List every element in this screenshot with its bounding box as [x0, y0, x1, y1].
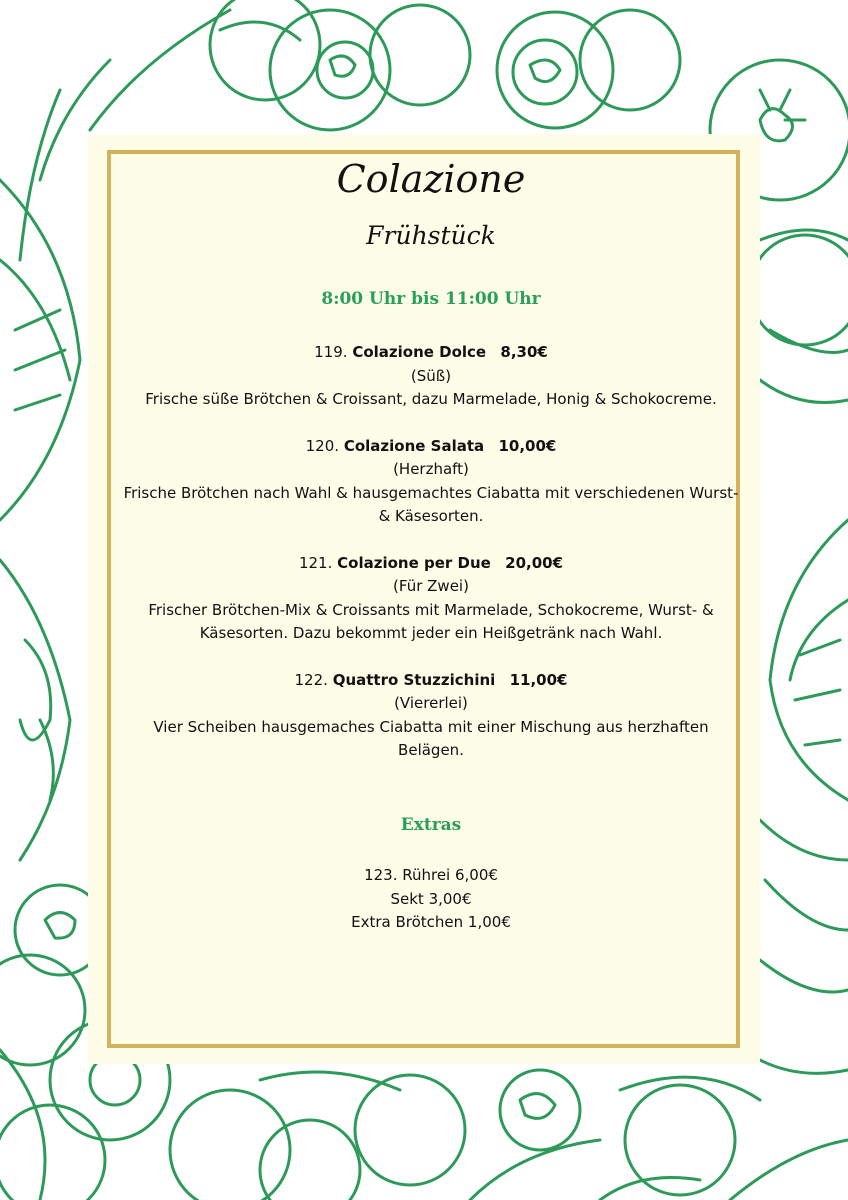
- item-description: Frischer Brötchen-Mix & Croissants mit Marmelade, Schokocreme, Wurst- & Käsesorten. Dazu bekommt jeder ein Heißgetränk nach Wahl.: [148, 600, 714, 642]
- menu-subtitle: Frühstück: [366, 221, 496, 250]
- item-description: Vier Scheiben hausgemaches Ciabatta mit einer Mischung aus herzhaften Belägen.: [153, 717, 709, 759]
- menu-item: [122, 669, 740, 763]
- item-price: 10,00€: [498, 436, 557, 455]
- extras-heading: Extras: [400, 815, 462, 835]
- item-number: 121.: [298, 553, 333, 572]
- serving-hours: 8:00 Uhr bis 11:00 Uhr: [321, 289, 541, 309]
- menu-items: [122, 341, 740, 786]
- item-number: 120.: [305, 436, 340, 455]
- item-price: 8,30€: [500, 343, 548, 361]
- item-variant: (Süß): [410, 366, 452, 385]
- item-number: 119.: [314, 343, 348, 361]
- item-description: Frische süße Brötchen & Croissant, dazu Marmelade, Honig & Schokocreme.: [145, 390, 717, 408]
- extras-list: [88, 864, 774, 935]
- extra-item: 123. Rührei 6,00€: [364, 866, 498, 884]
- extra-item: Sekt 3,00€: [390, 889, 472, 908]
- item-name: Colazione Dolce: [352, 343, 487, 361]
- item-price: 11,00€: [509, 670, 568, 689]
- item-name: Colazione Salata: [343, 436, 485, 455]
- menu-item-header: [122, 341, 740, 365]
- item-price: 20,00€: [505, 553, 564, 572]
- menu-item-header: [122, 669, 740, 693]
- item-description: Frische Brötchen nach Wahl & hausgemachtes Ciabatta mit verschiedenen Wurst- & Käsesorten.: [123, 483, 739, 525]
- menu-item: [122, 552, 740, 646]
- menu-item: [122, 435, 740, 529]
- menu-item: [122, 341, 740, 412]
- item-name: Quattro Stuzzichini: [332, 670, 496, 689]
- menu-item-header: [122, 552, 740, 576]
- item-number: 122.: [294, 670, 328, 689]
- menu-title: Colazione: [336, 157, 526, 201]
- item-variant: (Herzhaft): [393, 460, 469, 478]
- item-variant: (Für Zwei): [393, 577, 469, 595]
- item-variant: (Viererlei): [394, 694, 468, 712]
- menu-item-header: [122, 435, 740, 459]
- extra-item: Extra Brötchen 1,00€: [351, 913, 511, 931]
- item-name: Colazione per Due: [337, 553, 491, 572]
